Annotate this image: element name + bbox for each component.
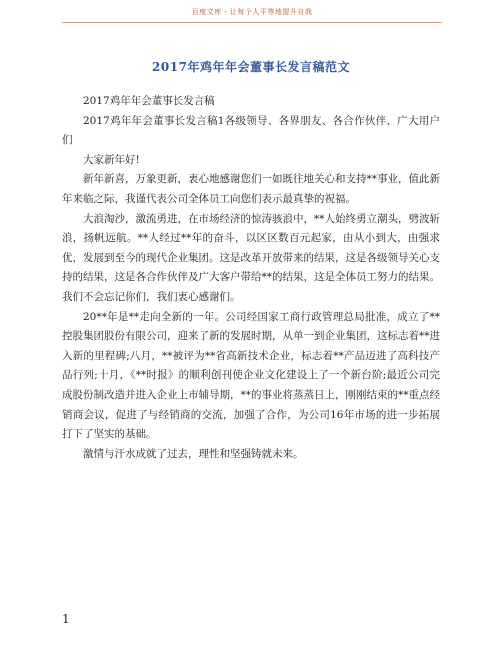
paragraph-4: 新年新喜，万象更新，衷心地感谢您们一如既往地关心和支持**事业，值此新年来临之际，我谨代表公司全体员工向您们表示最真挚的祝福。 bbox=[62, 173, 440, 205]
paragraph-1: 2017鸡年年会董事长发言稿 bbox=[83, 95, 215, 107]
document-title: 2017年鸡年年会董事长发言稿范文 bbox=[152, 60, 350, 74]
paragraph-2: 2017鸡年年会董事长发言稿1各级领导、各界朋友、各合作伙伴、广大用户们 bbox=[62, 114, 440, 147]
page-number: 1 bbox=[62, 612, 70, 626]
paragraph-3: 大家新年好! bbox=[83, 153, 140, 166]
header-text: 百度文库 - 让每个人平等地提升自我 bbox=[191, 8, 313, 16]
paragraph-7: 激情与汗水成就了过去，理性和坚强铸就未来。 bbox=[83, 447, 304, 460]
document-body bbox=[62, 92, 440, 464]
page-header bbox=[62, 0, 442, 23]
paragraph-5: 大浪淘沙，激流勇进，在市场经济的惊涛骇浪中，**人始终勇立潮头，劈波斩浪，扬帆远航。**人经过**年的奋斗，以区区数百元起家，由从小到大，由强求优，发展到至今的现代企业集团。这是改革开放带来的结果，这是各级领导关心支持的结果，这是各合作伙伴及广大客户带给**的结果，这是全体员工努力的结果。我们不会忘记你们，我们衷心感谢们。 bbox=[62, 212, 440, 303]
paragraph-6: 20**年是**走向全新的一年。公司经国家工商行政管理总局批准，成立了**控股集团股份有限公司，迎来了新的发展时期，从单一到企业集团，这标志着**进入新的里程碑;八月，**被评为**省高新技术企业，标志着**产品迈进了高科技产品行列;十月，《**时报》的顺利创刊使企业文化建设上了一个新台阶;最近公司完成股份制改造并进入企业上市辅导期，**的事业将蒸蒸日上，刚刚结束的**重点经销商会议，促进了与经销商的交流，加强了合作，为公司16年市场的进一步拓展打下了坚实的基础。 bbox=[62, 310, 440, 441]
